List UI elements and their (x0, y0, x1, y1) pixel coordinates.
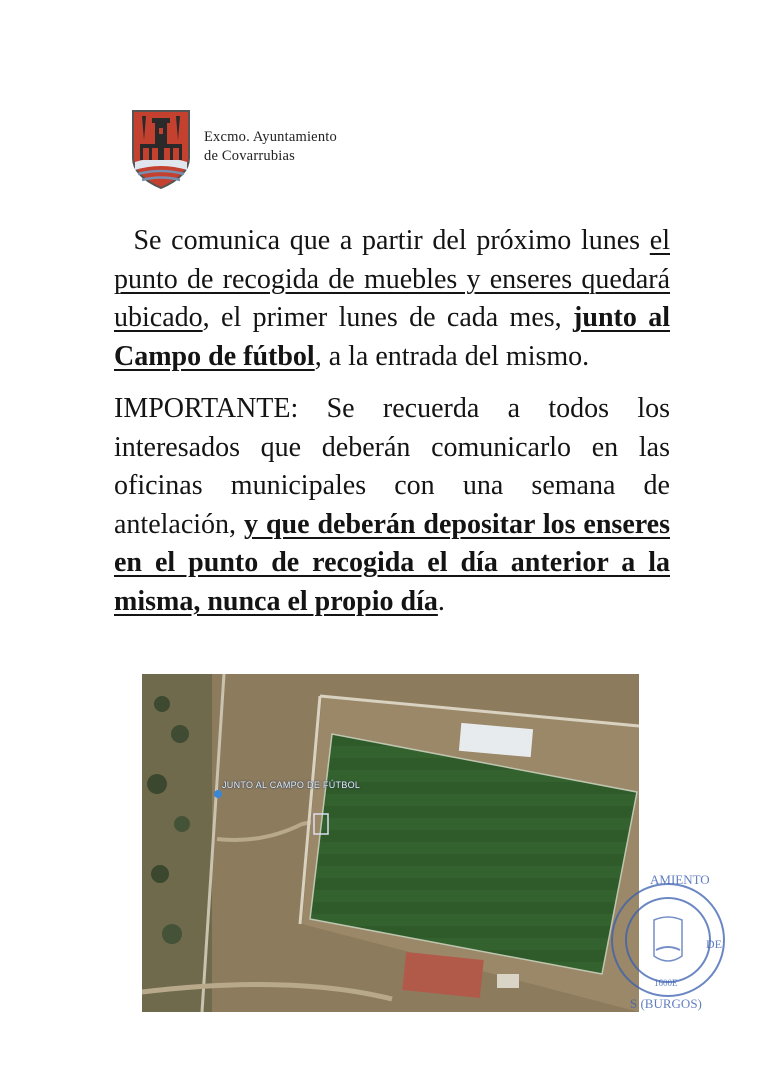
p1-text-start: Se comunica que a partir del próximo lunes (133, 225, 650, 256)
stamp-inner-text: 1600E (654, 978, 678, 988)
stamp-side-text: DE (706, 937, 722, 951)
p2-text-start: IMPORTANTE: Se recuerda a todos los interesados que deberán comunicarlo en las oficinas municipales con una semana de antelación, (114, 393, 670, 540)
p1-text-mid: , el primer lunes de cada mes, (202, 302, 574, 333)
org-line-2: de Covarrubias (204, 148, 295, 164)
aerial-map-photo (142, 674, 639, 1012)
stamp-bottom-text: S (BURGOS) (630, 996, 702, 1011)
map-pin-icon (214, 790, 222, 798)
p1-underlined-text: el punto de recogida de muebles y enseres quedará ubicado (114, 225, 670, 333)
stamp-top-text: AMIENTO (650, 872, 710, 887)
map-pin-label: JUNTO AL CAMPO DE FÚTBOL (222, 780, 361, 790)
announcement-body (114, 222, 670, 621)
org-line-1: Excmo. Ayuntamiento (204, 129, 337, 145)
municipal-seal-stamp (610, 858, 728, 1022)
aerial-map-image (142, 674, 639, 1012)
organization-name (204, 128, 424, 166)
p1-bold-location: junto al Campo de fútbol (114, 302, 670, 372)
p1-text-end: , a la entrada del mismo. (314, 340, 590, 372)
announcement-paragraph-1 (114, 222, 670, 376)
announcement-paragraph-2 (114, 390, 670, 621)
p2-text-end: . (437, 585, 445, 617)
p2-bold-instruction: y que deberán depositar los enseres en el punto de recogida el día anterior a la misma, nunca el propio día (114, 508, 670, 617)
covarrubias-coat-of-arms-icon (130, 108, 192, 190)
